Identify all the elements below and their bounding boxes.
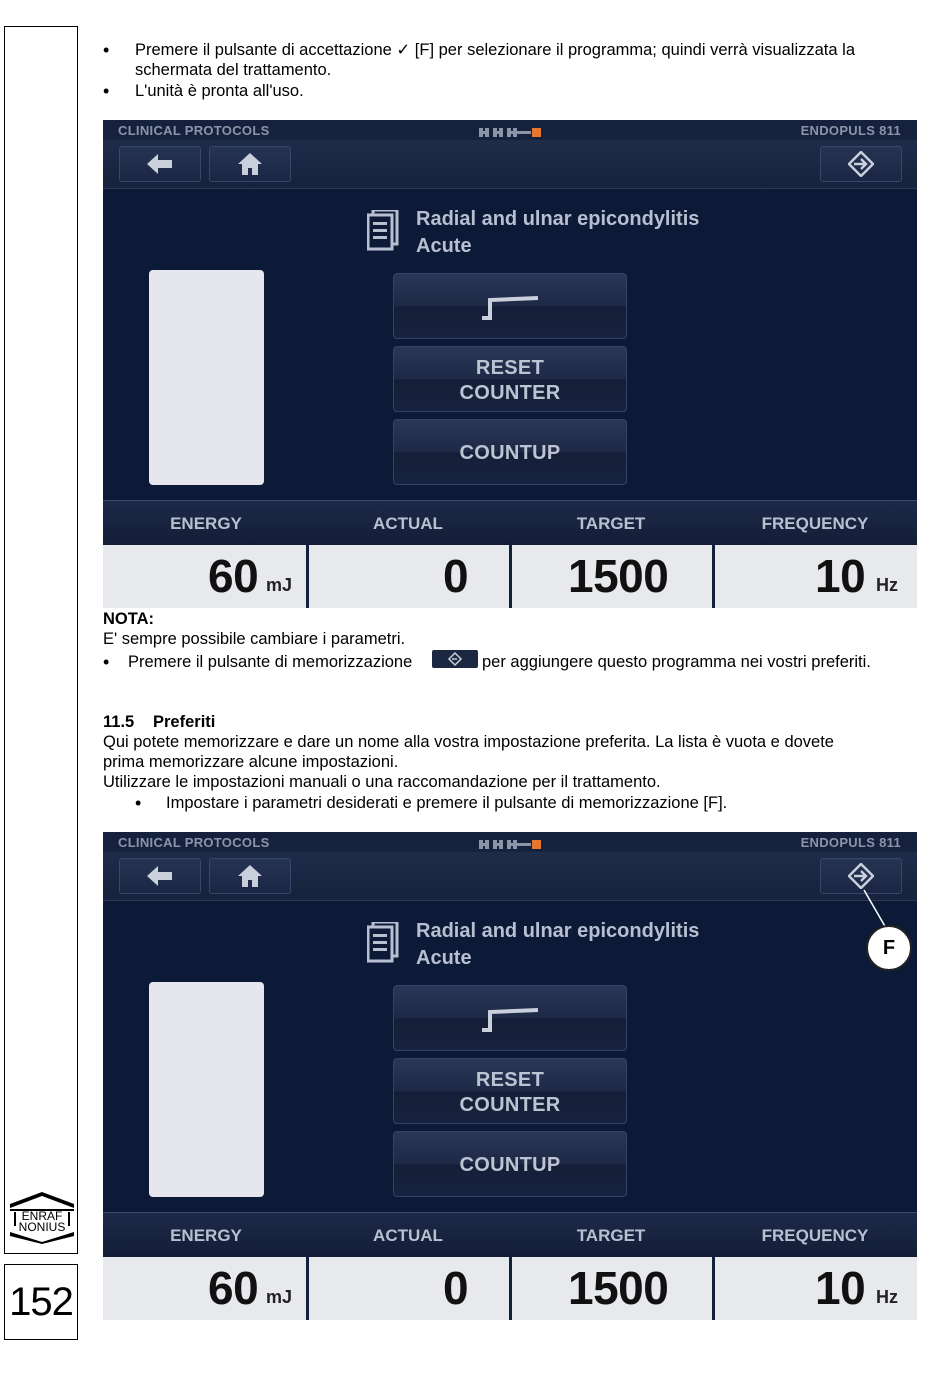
col-actual: ACTUAL bbox=[373, 514, 443, 533]
step-waveform-icon bbox=[480, 1006, 540, 1032]
waveform-button[interactable] bbox=[393, 273, 627, 339]
section-number: 11.5 bbox=[103, 713, 135, 731]
svg-text:ENRAF: ENRAF bbox=[21, 1209, 63, 1223]
home-icon bbox=[238, 865, 262, 887]
bullet-dot: • bbox=[135, 793, 142, 813]
back-button[interactable] bbox=[119, 858, 201, 894]
save-favorite-button[interactable] bbox=[820, 146, 902, 182]
actual-value: 0 bbox=[443, 550, 469, 602]
program-document-icon bbox=[367, 922, 401, 969]
screen-header-right: ENDOPULS 811 bbox=[800, 123, 901, 138]
col-frequency: FREQUENCY bbox=[761, 1226, 869, 1245]
energy-unit: mJ bbox=[266, 1287, 293, 1307]
reset-counter-button[interactable]: RESET COUNTER bbox=[393, 1058, 627, 1124]
parameter-header-bar bbox=[103, 1212, 917, 1257]
col-frequency: FREQUENCY bbox=[761, 514, 869, 533]
device-screen-2 bbox=[103, 832, 917, 1320]
save-favorite-icon bbox=[848, 863, 874, 889]
actual-value: 0 bbox=[443, 1262, 469, 1314]
countup-button[interactable]: COUNTUP bbox=[393, 1131, 627, 1197]
target-value[interactable]: 1500 bbox=[568, 550, 669, 602]
device-screen-1 bbox=[103, 120, 917, 608]
reset-counter-button[interactable]: RESET COUNTER bbox=[393, 346, 627, 412]
nota-heading: NOTA: bbox=[103, 610, 155, 628]
bullet-dot: • bbox=[103, 652, 110, 672]
col-target: TARGET bbox=[576, 514, 646, 533]
page-number: 152 bbox=[4, 1264, 78, 1340]
inline-save-icon bbox=[432, 650, 478, 668]
col-actual: ACTUAL bbox=[373, 1226, 443, 1245]
waveform-button[interactable] bbox=[393, 985, 627, 1051]
parameter-header-bar bbox=[103, 500, 917, 545]
intro-bullet-1: Premere il pulsante di accettazione ✓ [F] per selezionare il programma; quindi verrà visualizzata la schermata del trattamento. bbox=[135, 41, 855, 79]
margin-frame bbox=[4, 26, 78, 1254]
save-favorite-icon bbox=[848, 151, 874, 177]
program-document-icon bbox=[367, 210, 401, 257]
col-target: TARGET bbox=[576, 1226, 646, 1245]
home-button[interactable] bbox=[209, 146, 291, 182]
energy-value[interactable]: 60 bbox=[208, 1262, 259, 1314]
screen-header-left: CLINICAL PROTOCOLS bbox=[118, 835, 270, 850]
col-energy: ENERGY bbox=[170, 1226, 242, 1245]
applicator-panel bbox=[149, 270, 264, 485]
energy-value[interactable]: 60 bbox=[208, 550, 259, 602]
nota-line: E' sempre possibile cambiare i parametri. bbox=[103, 630, 406, 648]
screen-header-right: ENDOPULS 811 bbox=[800, 835, 901, 850]
bullet-dot: • bbox=[103, 81, 110, 101]
applicator-panel bbox=[149, 982, 264, 1197]
back-arrow-icon bbox=[147, 866, 173, 886]
program-title: Radial and ulnar epicondylitis Acute bbox=[416, 208, 700, 257]
energy-unit: mJ bbox=[266, 575, 293, 595]
parameter-values-bar bbox=[103, 1257, 917, 1320]
frequency-value[interactable]: 10 bbox=[815, 1262, 866, 1314]
frequency-unit: Hz bbox=[876, 1287, 898, 1307]
screen-header-left: CLINICAL PROTOCOLS bbox=[118, 123, 270, 138]
step-waveform-icon bbox=[480, 294, 540, 320]
enraf-nonius-logo bbox=[8, 1190, 76, 1244]
back-button[interactable] bbox=[119, 146, 201, 182]
frequency-unit: Hz bbox=[876, 575, 898, 595]
target-value[interactable]: 1500 bbox=[568, 1262, 669, 1314]
callout-f: F bbox=[866, 925, 912, 971]
parameter-values-bar bbox=[103, 545, 917, 608]
screen-header-bar bbox=[103, 832, 917, 852]
screen-toolbar bbox=[103, 852, 917, 901]
frequency-value[interactable]: 10 bbox=[815, 550, 866, 602]
intro-bullet-2: L'unità è pronta all'uso. bbox=[135, 82, 304, 100]
nota-bullet-pre: Premere il pulsante di memorizzazione bbox=[128, 653, 413, 671]
nota-bullet-post: per aggiungere questo programma nei vostri preferiti. bbox=[482, 653, 871, 671]
section-paragraph: Qui potete memorizzare e dare un nome alla vostra impostazione preferita. La lista è vuota e dovete prima memorizzare alcune impostazioni. Utilizzare le impostazioni manuali o una raccomandazione per il trattamento. bbox=[103, 733, 834, 791]
screen-header-bar bbox=[103, 120, 917, 140]
home-icon bbox=[238, 153, 262, 175]
col-energy: ENERGY bbox=[170, 514, 242, 533]
back-arrow-icon bbox=[147, 154, 173, 174]
countup-button[interactable]: COUNTUP bbox=[393, 419, 627, 485]
svg-text:NONIUS: NONIUS bbox=[18, 1220, 66, 1234]
bullet-dot: • bbox=[103, 40, 110, 60]
home-button[interactable] bbox=[209, 858, 291, 894]
program-title: Radial and ulnar epicondylitis Acute bbox=[416, 920, 700, 969]
section-title: Preferiti bbox=[153, 713, 216, 731]
section-bullet: Impostare i parametri desiderati e premere il pulsante di memorizzazione [F]. bbox=[166, 794, 728, 812]
screen-toolbar bbox=[103, 140, 917, 189]
